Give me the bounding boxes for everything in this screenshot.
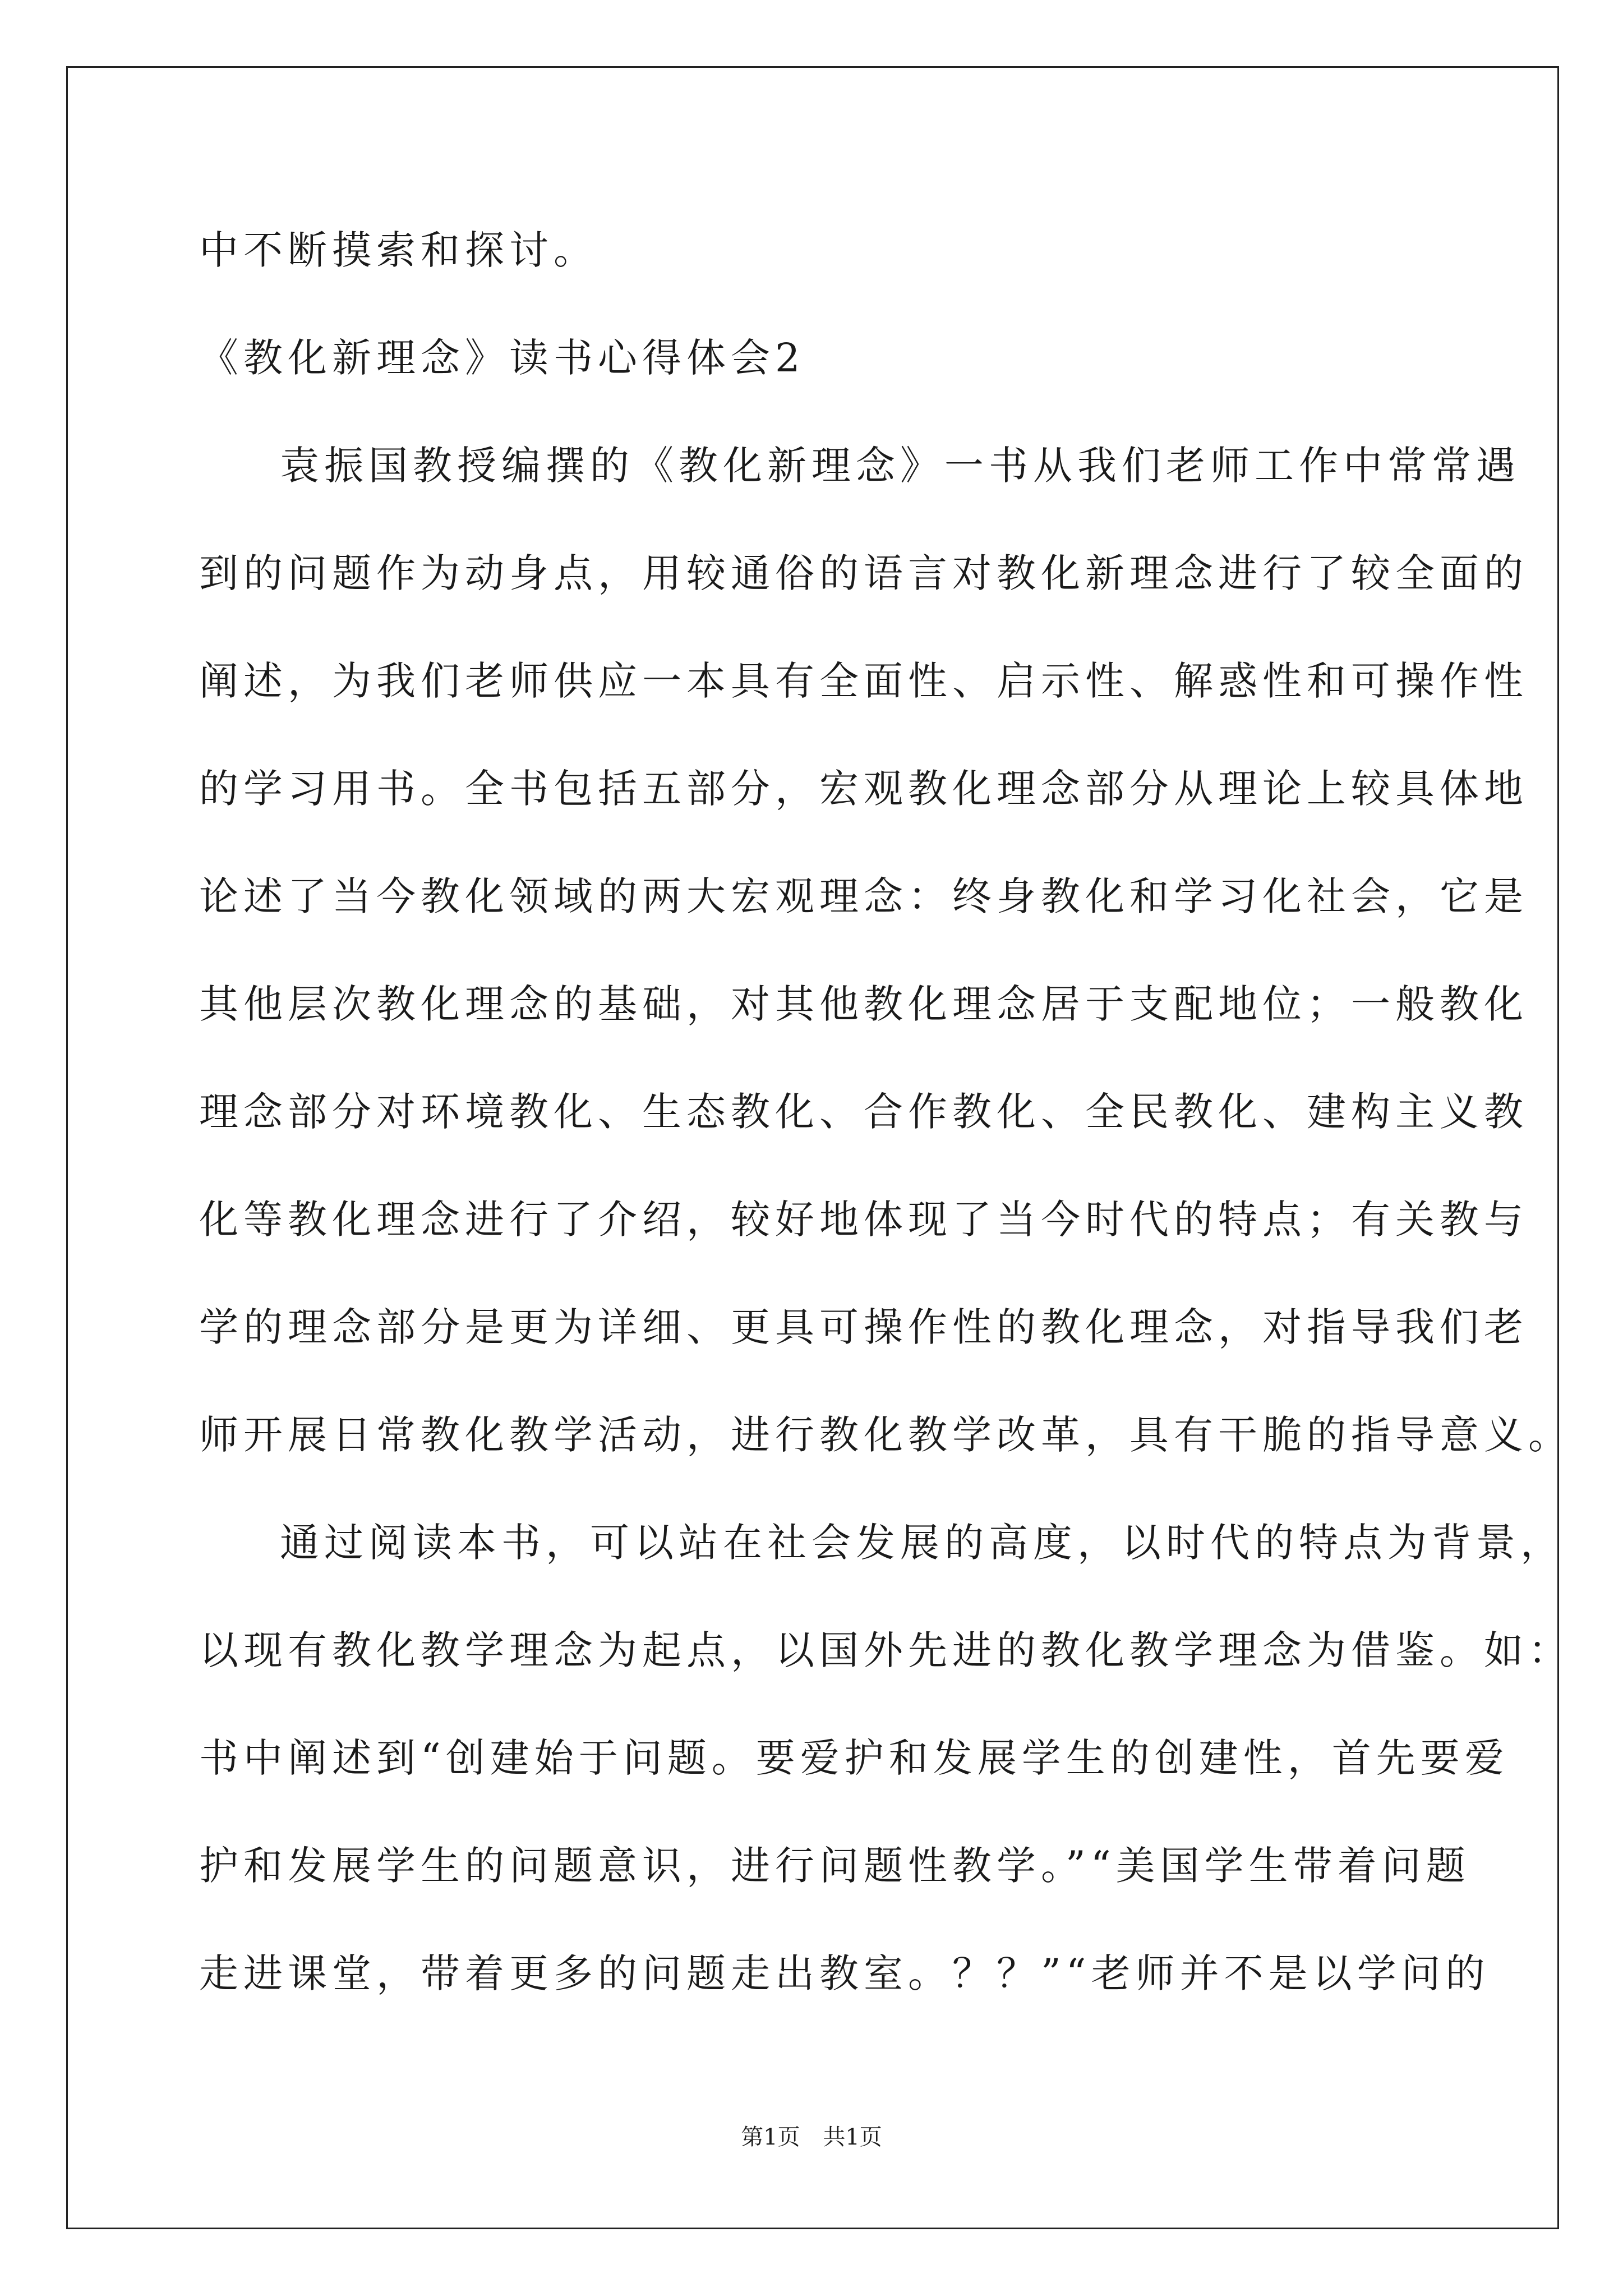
text-line: 理念部分对环境教化、生态教化、合作教化、全民教化、建构主义教: [199, 1089, 1528, 1135]
text-line: 护和发展学生的问题意识，进行问题性教学。”“美国学生带着问题: [199, 1843, 1470, 1889]
text-line: 书中阐述到“创建始于问题。要爱护和发展学生的创建性，首先要爱: [199, 1735, 1509, 1781]
text-line: 走进课堂，带着更多的问题走出教室。？？”“老师并不是以学问的: [199, 1950, 1490, 1996]
text-line: 到的问题作为动身点，用较通俗的语言对教化新理念进行了较全面的: [199, 550, 1528, 596]
page-total: 共1页: [823, 2124, 882, 2150]
text-line: 通过阅读本书，可以站在社会发展的高度，以时代的特点为背景，: [280, 1520, 1565, 1566]
text-line: 的学习用书。全书包括五部分，宏观教化理念部分从理论上较具体地: [199, 766, 1528, 812]
section-heading: 《教化新理念》读书心得体会2: [199, 335, 805, 381]
text-line: 阐述，为我们老师供应一本具有全面性、启示性、解惑性和可操作性: [199, 658, 1528, 704]
text-line: 化等教化理念进行了介绍，较好地体现了当今时代的特点；有关教与: [199, 1197, 1528, 1243]
page-footer: [0, 2123, 1623, 2151]
page-number: 第1页: [741, 2124, 800, 2150]
text-line: 中不断摸索和探讨。: [199, 227, 598, 273]
document-body: [199, 196, 1573, 2027]
text-line: 其他层次教化理念的基础，对其他教化理念居于支配地位；一般教化: [199, 981, 1528, 1027]
text-line: 以现有教化教学理念为起点，以国外先进的教化教学理念为借鉴。如：: [199, 1627, 1573, 1673]
text-line: 师开展日常教化教学活动，进行教化教学改革，具有干脆的指导意义。: [199, 1412, 1573, 1458]
text-line: 论述了当今教化领域的两大宏观理念：终身教化和学习化社会，它是: [199, 873, 1528, 919]
text-line: 袁振国教授编撰的《教化新理念》一书从我们老师工作中常常遇: [280, 443, 1520, 489]
text-line: 学的理念部分是更为详细、更具可操作性的教化理念，对指导我们老: [199, 1304, 1528, 1350]
